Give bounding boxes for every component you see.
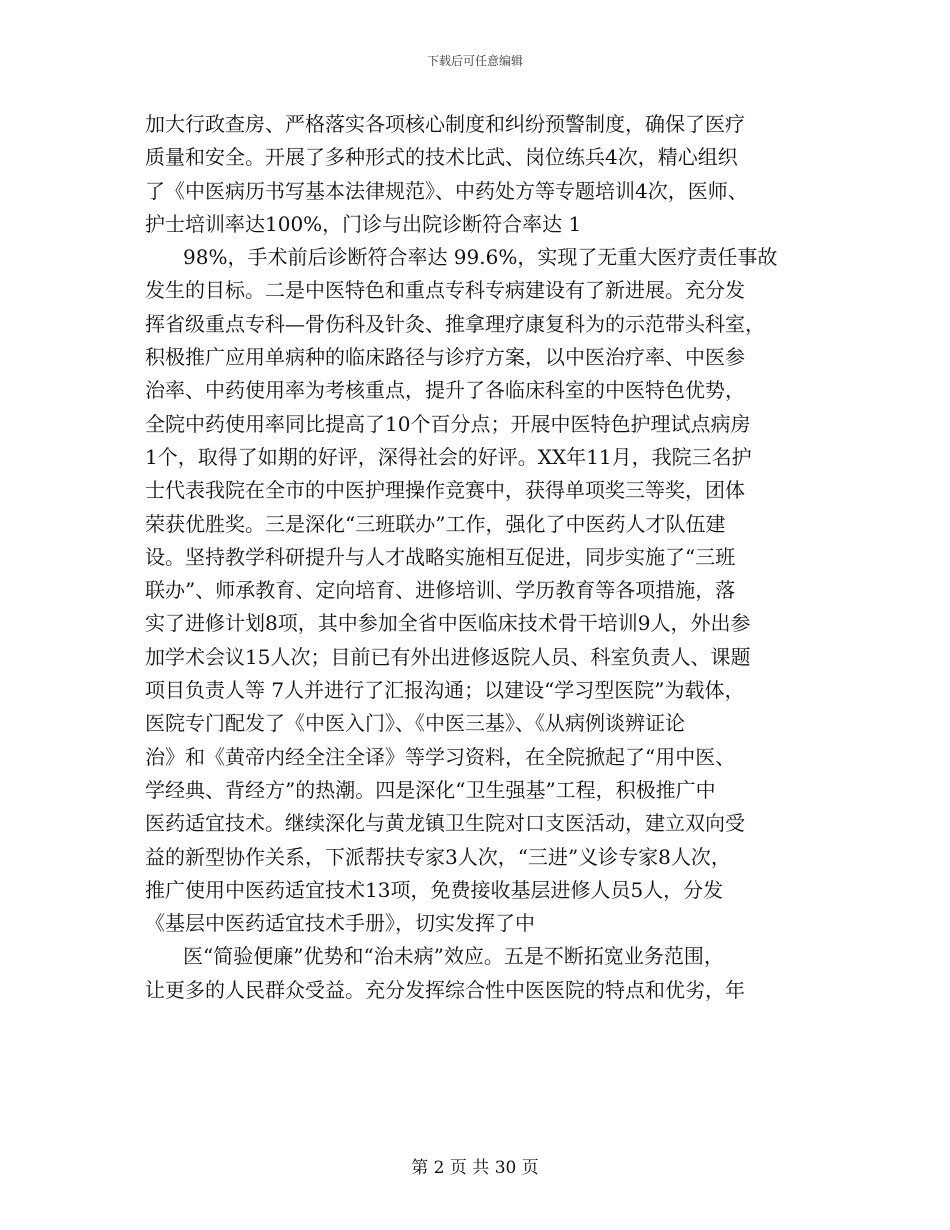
page-header: 下载后可任意编辑 <box>426 54 523 68</box>
text-line: 全院中药使用率同比提高了10个百分点；开展中医特色护理试点病房 <box>145 411 751 436</box>
text-line: 项目负责人等 7人并进行了汇报沟通；以建设“学习型医院”为载体， <box>145 678 745 703</box>
text-line: 推广使用中医药适宜技术13项，免费接收基层进修人员5人，分发 <box>145 877 724 902</box>
page-number: 第 2 页 共 30 页 <box>411 1158 539 1178</box>
text-line: 医药适宜技术。继续深化与黄龙镇卫生院对口支医活动，建立双向受 <box>145 811 745 836</box>
text-line: 加学术会议15人次；目前已有外出进修返院人员、科室负责人、课题 <box>145 644 751 669</box>
text-line: 1个，取得了如期的好评，深得社会的好评。XX年11月，我院三名护 <box>145 444 752 469</box>
text-line: 益的新型协作关系，下派帮扶专家3人次，“三进”义诊专家8人次， <box>145 844 731 869</box>
text-line: 治率、中药使用率为考核重点，提升了各临床科室的中医特色优势， <box>145 378 745 403</box>
text-line: 学经典、背经方”的热潮。四是深化“卫生强基”工程，积极推广中 <box>145 777 716 802</box>
text-line: 治》和《黄帝内经全注全译》等学习资料，在全院掀起了“用中医、 <box>145 744 736 769</box>
text-line: 质量和安全。开展了多种形式的技术比武、岗位练兵4次，精心组织 <box>145 145 738 170</box>
text-line: 加大行政查房、严格落实各项核心制度和纠纷预警制度，确保了医疗 <box>145 112 745 136</box>
text-line: 医院专门配发了《中医入门》、《中医三基》、《从病例谈辨证论 <box>145 711 685 736</box>
text-line: 士代表我院在全市的中医护理操作竞赛中，获得单项奖三等奖，团体 <box>145 478 745 503</box>
text-line: 荣获优胜奖。三是深化“三班联办”工作，强化了中医药人才队伍建 <box>145 511 726 536</box>
text-line: 了《中医病历书写基本法律规范》、中药处方等专题培训4次，医师、 <box>145 178 748 203</box>
text-line: 实了进修计划8项，其中参加全省中医临床技术骨干培训9人，外出参 <box>145 611 751 636</box>
text-line: 挥省级重点专科—骨伤科及针灸、推拿理疗康复科为的示范带头科室， <box>145 311 765 336</box>
text-line: 发生的目标。二是中医特色和重点专科专病建设有了新进展。充分发 <box>145 278 745 303</box>
text-line: 设。坚持教学科研提升与人才战略实施相互促进，同步实施了“三班 <box>145 544 736 569</box>
text-line: 98%，手术前后诊断符合率达 99.6%，实现了无重大医疗责任事故 <box>183 245 778 270</box>
text-line: 联办”、师承教育、定向培育、进修培训、学历教育等各项措施，落 <box>145 578 736 603</box>
text-line: 《基层中医药适宜技术手册》，切实发挥了中 <box>145 911 535 936</box>
text-line: 护士培训率达100%，门诊与出院诊断符合率达 1 <box>145 211 582 236</box>
text-line: 让更多的人民群众受益。充分发挥综合性中医医院的特点和优劣，年 <box>145 977 745 1002</box>
text-line: 积极推广应用单病种的临床路径与诊疗方案，以中医治疗率、中医参 <box>145 345 745 370</box>
document-body <box>145 108 825 1007</box>
text-line: 医“简验便廉”优势和“治未病”效应。五是不断拓宽业务范围， <box>183 944 724 969</box>
